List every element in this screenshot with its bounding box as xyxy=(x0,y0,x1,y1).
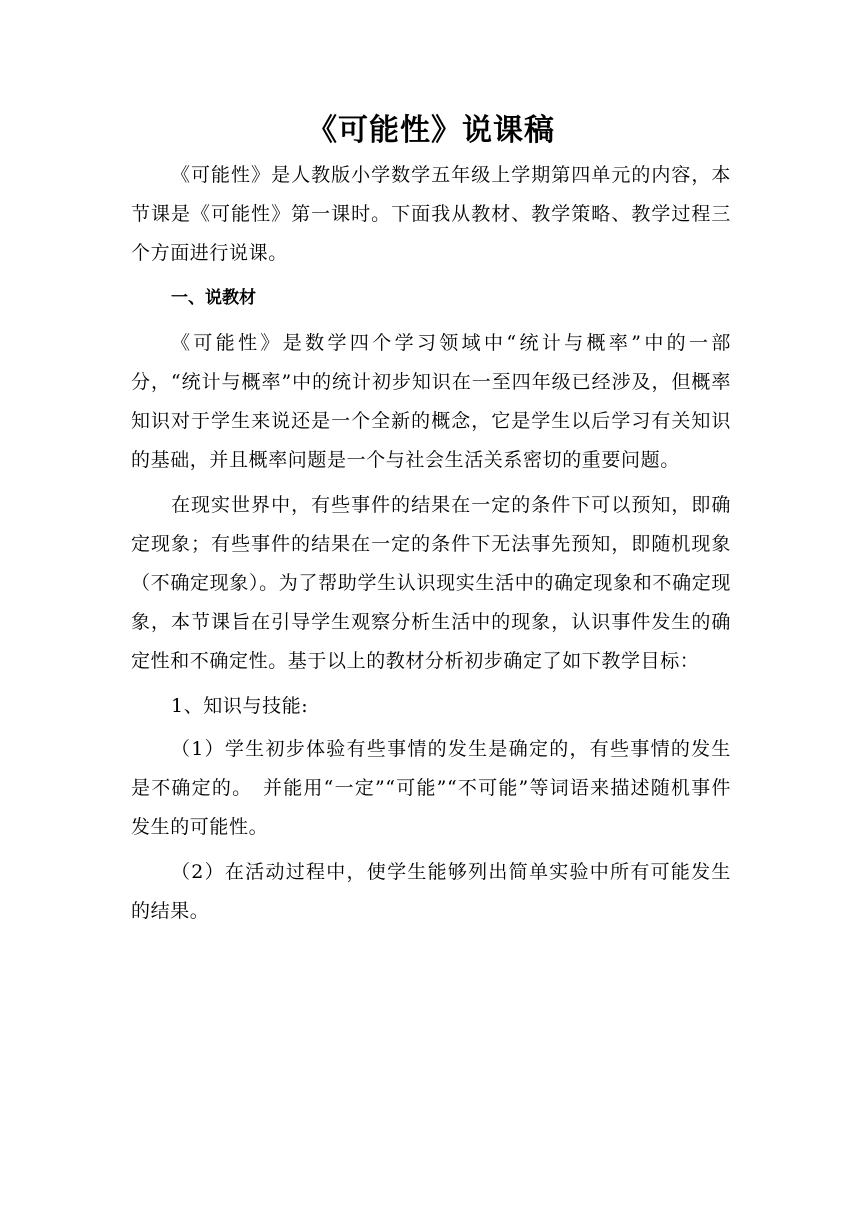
textbook-paragraph-2: 在现实世界中，有些事件的结果在一定的条件下可以预知，即确定现象；有些事件的结果在一定的条件下无法事先预知，即随机现象（不确定现象）。为了帮助学生认识现实生活中的确定现象和不确定现象，本节课旨在引导学生观察分析生活中的现象，认识事件发生的确定性和不确定性。基于以上的教材分析初步确定了如下教学目标： xyxy=(131,494,731,672)
goal-heading-knowledge-skills: 1、知识与技能: xyxy=(171,695,309,717)
goal-item-1: （1）学生初步体验有些事情的发生是确定的，有些事情的发生是不确定的。 并能用“一定”“可能”“不可能”等词语来描述随机事件发生的可能性。 xyxy=(131,738,731,838)
document-title: 《可能性》说课稿 xyxy=(307,113,555,148)
section-heading-textbook: 一、说教材 xyxy=(171,288,256,308)
textbook-paragraph-1: 《可能性》是数学四个学习领域中“统计与概率”中的一部分，“统计与概率”中的统计初步知识在一至四年级已经涉及，但概率知识对于学生来说还是一个全新的概念，它是学生以后学习有关知识的基础，并且概率问题是一个与社会生活关系密切的重要问题。 xyxy=(131,332,731,471)
document-page xyxy=(131,108,731,937)
intro-paragraph: 《可能性》是人教版小学数学五年级上学期第四单元的内容，本节课是《可能性》第一课时。下面我从教材、教学策略、教学过程三个方面进行说课。 xyxy=(131,164,731,264)
goal-item-2: （2）在活动过程中，使学生能够列出简单实验中所有可能发生的结果。 xyxy=(131,861,731,922)
